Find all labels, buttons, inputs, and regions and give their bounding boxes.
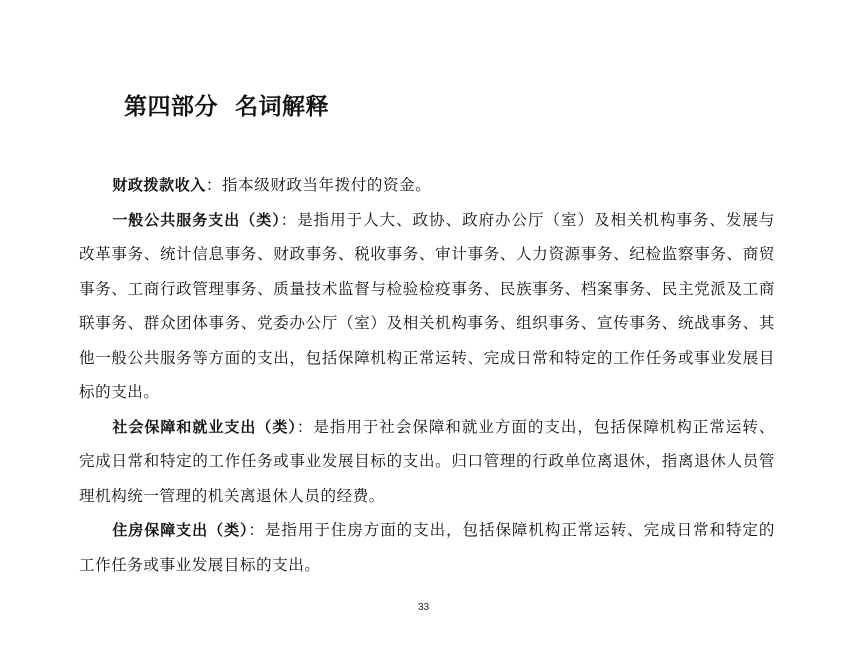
definition-paragraph-social-security <box>79 410 775 514</box>
definition-text-general-public-services: ：是指用于人大、政协、政府办公厅（室）及相关机构事务、发展与改革事务、统计信息事务、财政事务、税收事务、审计事务、人力资源事务、纪检监察事务、商贸事务、工商行政管理事务、质量技术监督与检验检疫事务、民族事务、档案事务、民主党派及工商联事务、群众团体事务、党委办公厅（室）及相关机构事务、组织事务、宣传事务、统战事务、其他一般公共服务等方面的支出，包括保障机构正常运转、完成日常和特定的工作任务或事业发展目标的支出。 <box>79 210 775 401</box>
definition-text-fiscal-appropriation-income: ：指本级财政当年拨付的资金。 <box>205 176 432 194</box>
term-fiscal-appropriation-income: 财政拨款收入 <box>112 176 206 194</box>
term-housing-security: 住房保障支出（类） <box>112 521 249 539</box>
definition-paragraph-fiscal-appropriation <box>79 168 775 203</box>
page-number: 33 <box>417 602 430 613</box>
definition-text-social-security-employment: ：是指用于社会保障和就业方面的支出，包括保障机构正常运转、完成日常和特定的工作任务或事业发展目标的支出。归口管理的行政单位离退休，指离退休人员管理机构统一管理的机关离退休人员的经费。 <box>79 417 776 505</box>
definition-paragraph-housing-security <box>79 513 775 582</box>
definition-text-housing-security: ：是指用于住房方面的支出，包括保障机构正常运转、完成日常和特定的工作任务或事业发展目标的支出。 <box>79 521 776 574</box>
term-general-public-services: 一般公共服务支出（类） <box>112 210 281 229</box>
section-title: 第四部分 名词解释 <box>124 93 330 120</box>
definitions-body <box>79 168 775 582</box>
definition-paragraph-general-public-services <box>79 203 775 410</box>
term-social-security-employment: 社会保障和就业支出（类） <box>112 417 297 436</box>
